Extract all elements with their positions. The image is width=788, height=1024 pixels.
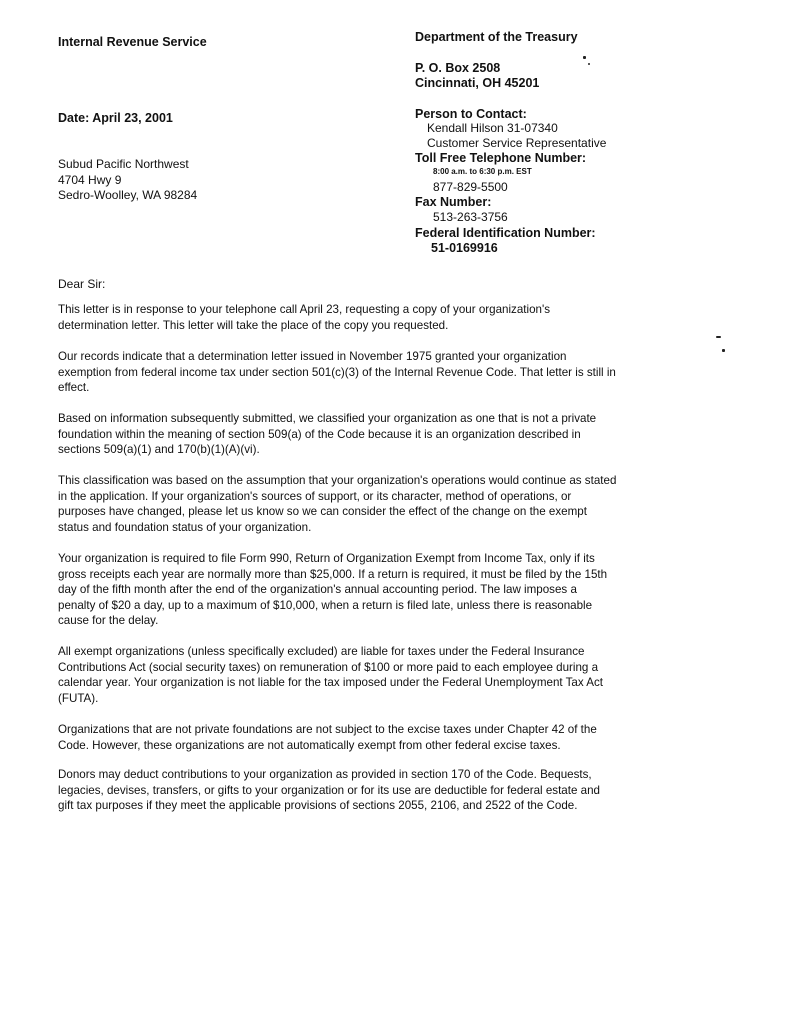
paragraph-line: penalty of $20 a day, up to a maximum of $10,000, when a return is filed late, unless there is reasonable xyxy=(58,598,593,612)
scan-speck xyxy=(716,336,721,338)
paragraph-line: legacies, devises, transfers, or gifts to your organization or for its use are deductible for federal estate and xyxy=(58,783,600,797)
paragraph-line: day of the fifth month after the end of the organization's annual accounting period. The law imposes a xyxy=(58,583,577,597)
scan-speck xyxy=(583,56,586,59)
paragraph-line: cause for the delay. xyxy=(58,614,159,628)
paragraph-line: This classification was based on the assumption that your organization's operations would continue as stated xyxy=(58,474,617,487)
contact-title: Customer Service Representative xyxy=(427,136,607,150)
toll-free-number: 877-829-5500 xyxy=(433,180,508,194)
paragraph-line: purposes have changed, please let us know so we can consider the effect of the change on the exempt xyxy=(58,505,587,519)
department-name: Department of the Treasury xyxy=(415,30,578,44)
paragraph-line: Organizations that are not private foundations are not subject to the excise taxes under Chapter 42 of the xyxy=(58,723,597,736)
paragraph-line: exemption from federal income tax under section 501(c)(3) of the Internal Revenue Code. That letter is still in xyxy=(58,365,616,379)
paragraph-line: status and foundation status of your organization. xyxy=(58,520,312,534)
paragraph-line: in the application. If your organization's sources of support, or its character, method of operations, or xyxy=(58,489,572,503)
paragraph-fica xyxy=(58,644,703,706)
fein-label: Federal Identification Number: xyxy=(415,226,596,240)
paragraph-line: calendar year. Your organization is not liable for the tax imposed under the Federal Unemployment Tax Act xyxy=(58,676,604,690)
paragraph-line: foundation within the meaning of section 509(a) of the Code because it is an organization described in xyxy=(58,427,581,441)
paragraph-line: determination letter. This letter will take the place of the copy you requested. xyxy=(58,318,449,332)
toll-free-label: Toll Free Telephone Number: xyxy=(415,151,587,165)
paragraph-assumption xyxy=(58,473,703,535)
paragraph-excise xyxy=(58,722,703,753)
toll-free-hours: 8:00 a.m. to 6:30 p.m. EST xyxy=(433,167,532,176)
paragraph-line: (FUTA). xyxy=(58,691,99,705)
recipient-city: Sedro-Woolley, WA 98284 xyxy=(58,188,198,202)
scan-speck xyxy=(722,349,725,352)
paragraph-line: gross receipts each year are normally more than $25,000. If a return is required, it must be filed by the 15th xyxy=(58,567,608,581)
paragraph-line: All exempt organizations (unless specifically excluded) are liable for taxes under the Federal Insurance xyxy=(58,645,585,658)
contact-name: Kendall Hilson 31-07340 xyxy=(427,121,558,135)
recipient-street: 4704 Hwy 9 xyxy=(58,173,122,187)
paragraph-line: Code. However, these organizations are not automatically exempt from other federal excise taxes. xyxy=(58,738,561,752)
letter-date: Date: April 23, 2001 xyxy=(58,111,173,125)
paragraph-line: Your organization is required to file Form 990, Return of Organization Exempt from Income Tax, only if its xyxy=(58,552,595,565)
paragraph-line: effect. xyxy=(58,381,90,395)
paragraph-line: Our records indicate that a determination letter issued in November 1975 granted your organization xyxy=(58,350,567,363)
po-box: P. O. Box 2508 xyxy=(415,61,501,75)
recipient-name: Subud Pacific Northwest xyxy=(58,157,189,171)
paragraph-determination xyxy=(58,349,703,396)
fax-number: 513-263-3756 xyxy=(433,210,508,224)
paragraph-line: Contributions Act (social security taxes) on remuneration of $100 or more paid to each employee during a xyxy=(58,660,599,674)
paragraph-request xyxy=(58,302,703,333)
paragraph-form-990 xyxy=(58,551,703,629)
paragraph-line: gift tax purposes if they meet the applicable provisions of sections 2055, 2106, and 2522 of the Code. xyxy=(58,799,578,813)
fein-number: 51-0169916 xyxy=(431,241,498,255)
contact-label: Person to Contact: xyxy=(415,107,527,121)
paragraph-line: Donors may deduct contributions to your organization as provided in section 170 of the Code. Bequests, xyxy=(58,768,592,781)
agency-city: Cincinnati, OH 45201 xyxy=(415,76,540,90)
paragraph-classification xyxy=(58,411,703,458)
salutation: Dear Sir: xyxy=(58,277,106,291)
paragraph-line: Based on information subsequently submitted, we classified your organization as one that is not a private xyxy=(58,412,597,425)
agency-name: Internal Revenue Service xyxy=(58,35,207,49)
scan-speck xyxy=(588,63,590,65)
paragraph-line: sections 509(a)(1) and 170(b)(1)(A)(vi). xyxy=(58,443,260,457)
paragraph-donors xyxy=(58,767,703,814)
paragraph-line: This letter is in response to your telephone call April 23, requesting a copy of your organization's xyxy=(58,303,551,316)
fax-label: Fax Number: xyxy=(415,195,492,209)
